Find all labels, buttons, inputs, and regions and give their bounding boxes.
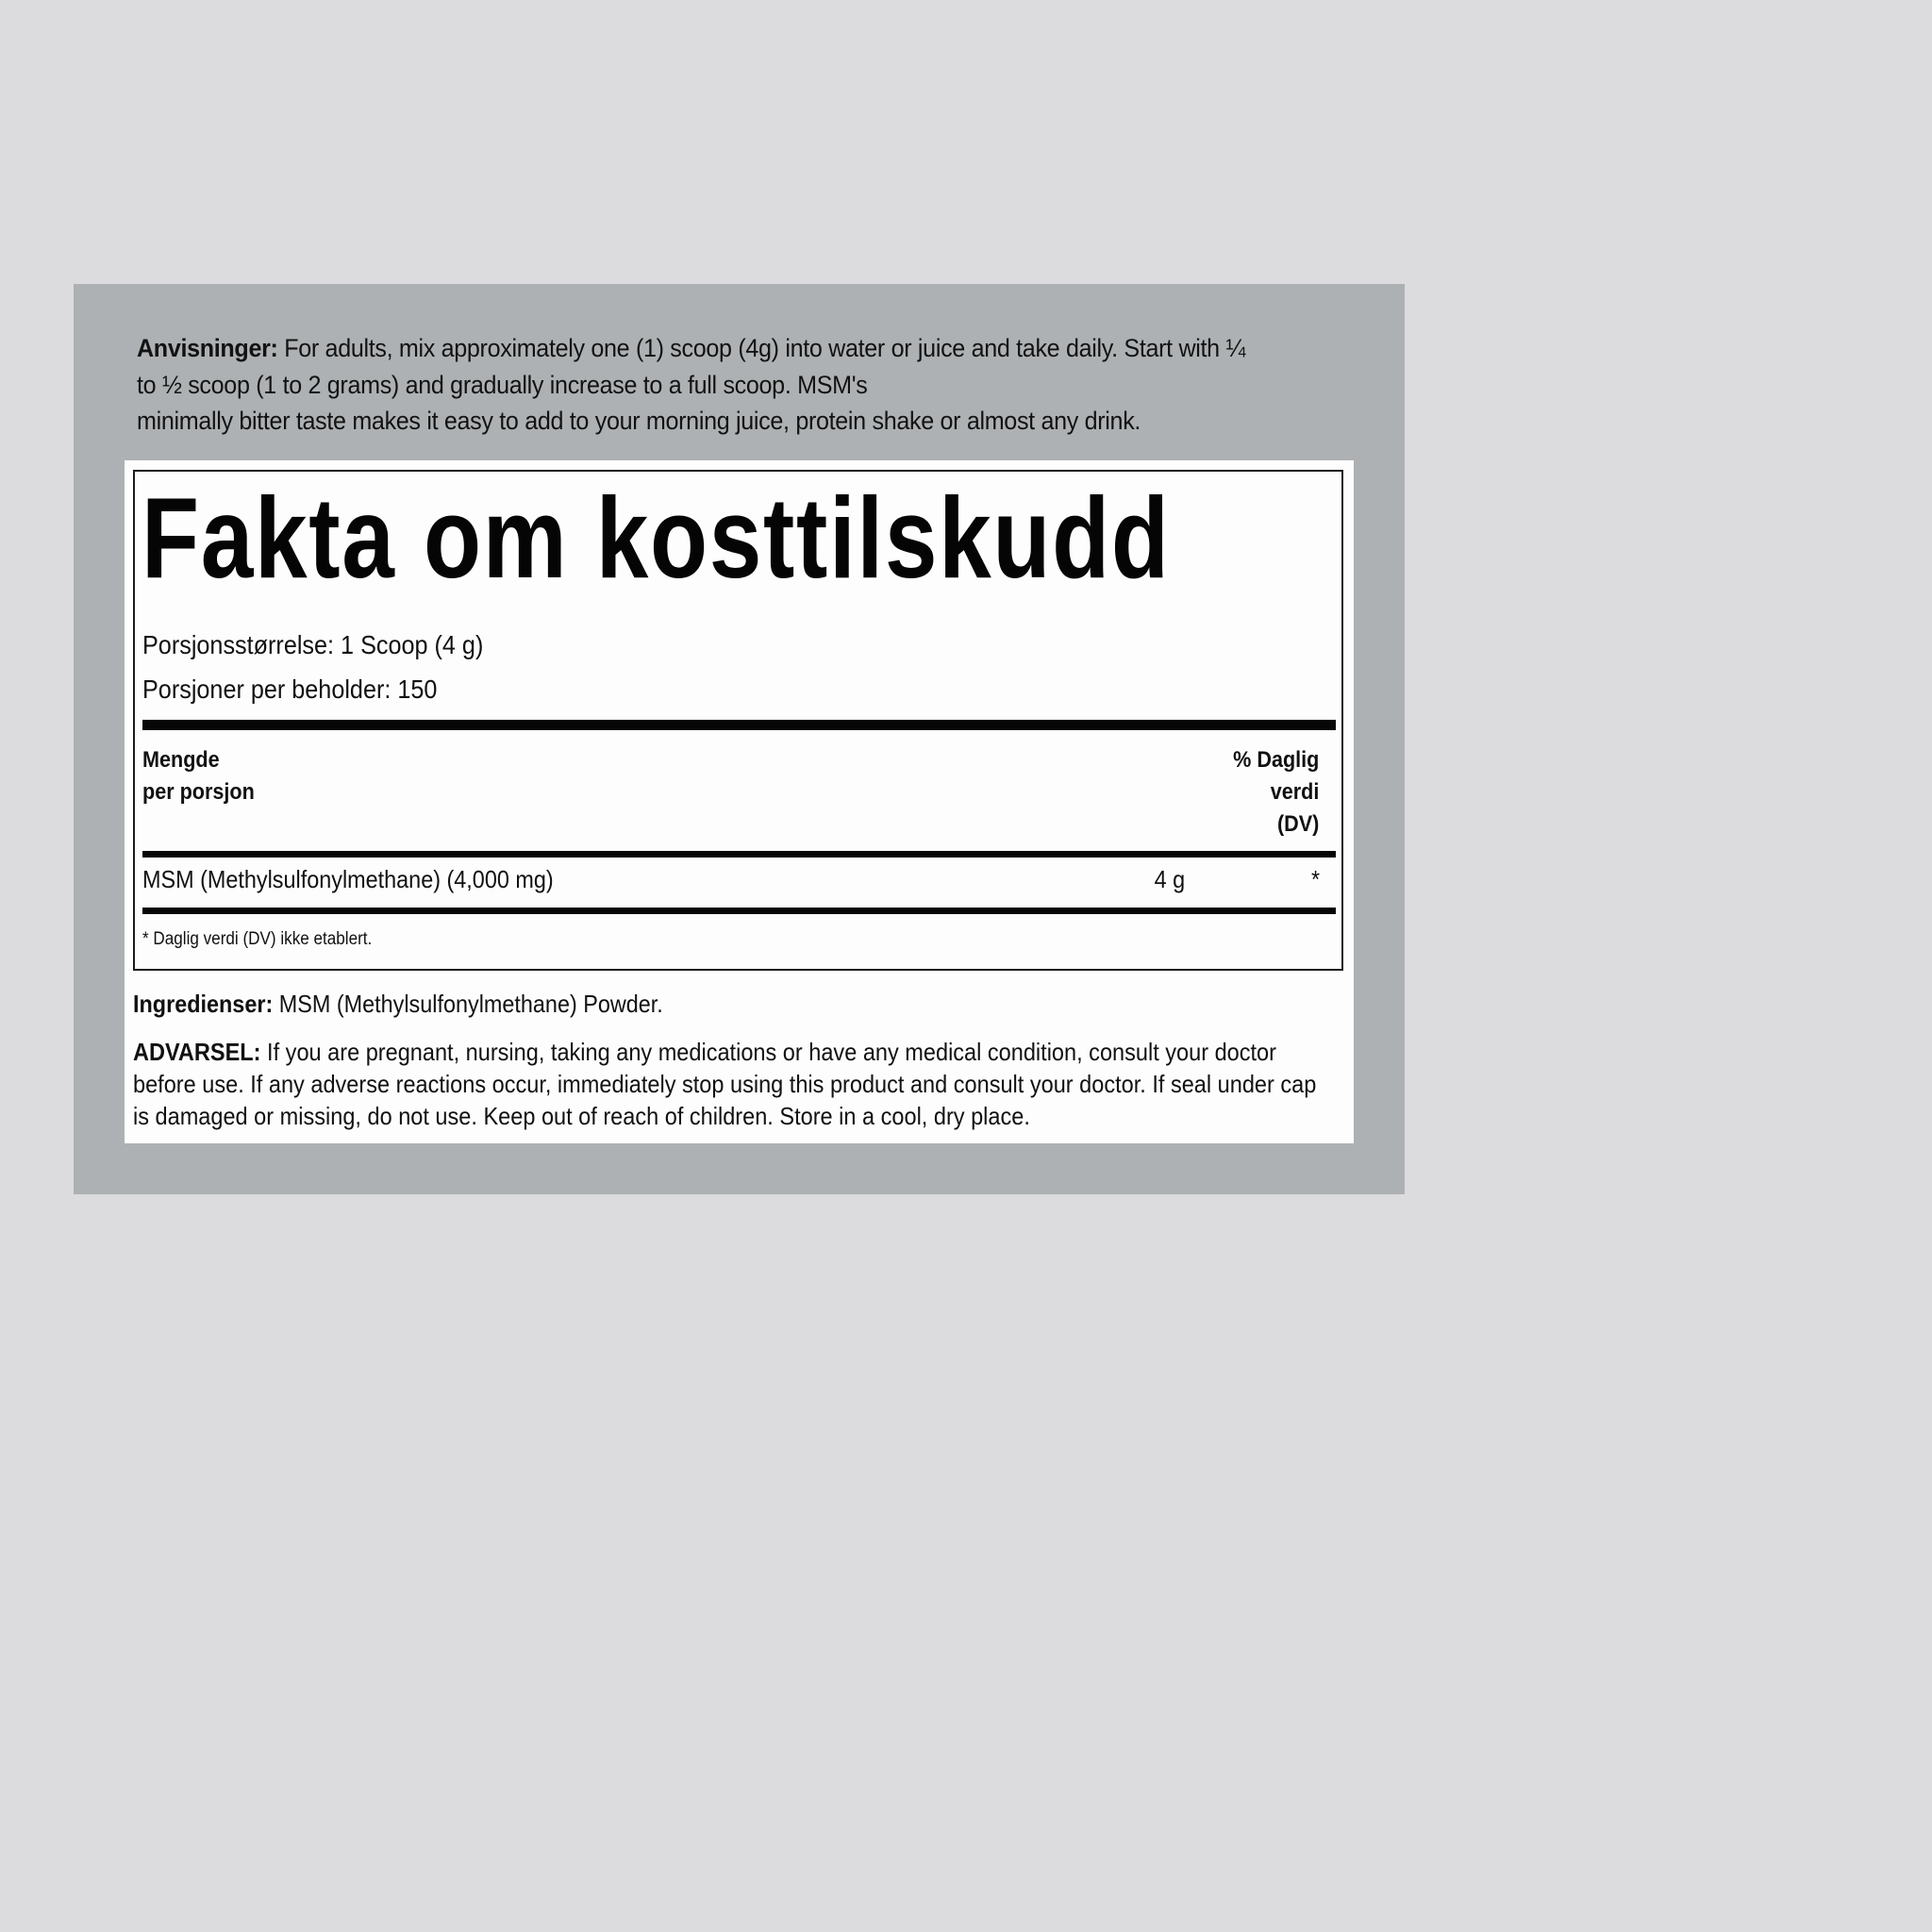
- directions-label: Anvisninger:: [137, 334, 278, 362]
- servings-per-container: Porsjoner per beholder: 150: [142, 675, 438, 704]
- ingredient-name: MSM (Methylsulfonylmethane) (4,000 mg): [142, 865, 554, 893]
- dv-footnote: * Daglig verdi (DV) ikke etablert.: [142, 929, 373, 949]
- ingredients-label: Ingredienser:: [133, 990, 274, 1018]
- medium-divider: [142, 851, 1336, 858]
- dv-header-line-2: verdi: [1270, 779, 1319, 805]
- amount-per-serving-header: [142, 744, 255, 808]
- dv-header-line-1: % Daglig: [1232, 747, 1319, 773]
- serving-size: Porsjonsstørrelse: 1 Scoop (4 g): [142, 630, 484, 659]
- dv-header-line-3: (DV): [1276, 811, 1319, 837]
- directions-body: For adults, mix approximately one (1) scoop (4g) into water or juice and take daily. Start with ¼ to ½ scoop (1 to 2 grams) and gradually increase to a full scoop. MSM's: [137, 334, 1246, 399]
- ingredients-text: [133, 988, 663, 1020]
- warning-body: If you are pregnant, nursing, taking any medications or have any medical condition, consult your doctor before use. If any adverse reactions occur, immediately stop using this product and consult your doctor. If seal under cap is damaged or missing, do not use. Keep out of reach of children. Store in a cool, dry place.: [133, 1038, 1317, 1130]
- facts-title: Fakta om kosttilskudd: [142, 474, 1171, 602]
- ingredient-amount: 4 g: [1154, 865, 1185, 893]
- daily-value-header: [1233, 744, 1319, 841]
- warning-text: [133, 1036, 1337, 1132]
- ingredients-body: MSM (Methylsulfonylmethane) Powder.: [273, 990, 663, 1018]
- thick-divider: [142, 720, 1336, 730]
- ingredient-dv: *: [1310, 865, 1320, 893]
- directions-body-continued: minimally bitter taste makes it easy to add to your morning juice, protein shake or almost any drink.: [137, 407, 1141, 435]
- amount-header-line-2: per porsjon: [142, 779, 255, 805]
- bottom-divider: [142, 908, 1336, 914]
- warning-label: ADVARSEL:: [133, 1038, 261, 1066]
- directions-text: [137, 330, 1269, 440]
- amount-header-line-1: Mengde: [142, 747, 220, 773]
